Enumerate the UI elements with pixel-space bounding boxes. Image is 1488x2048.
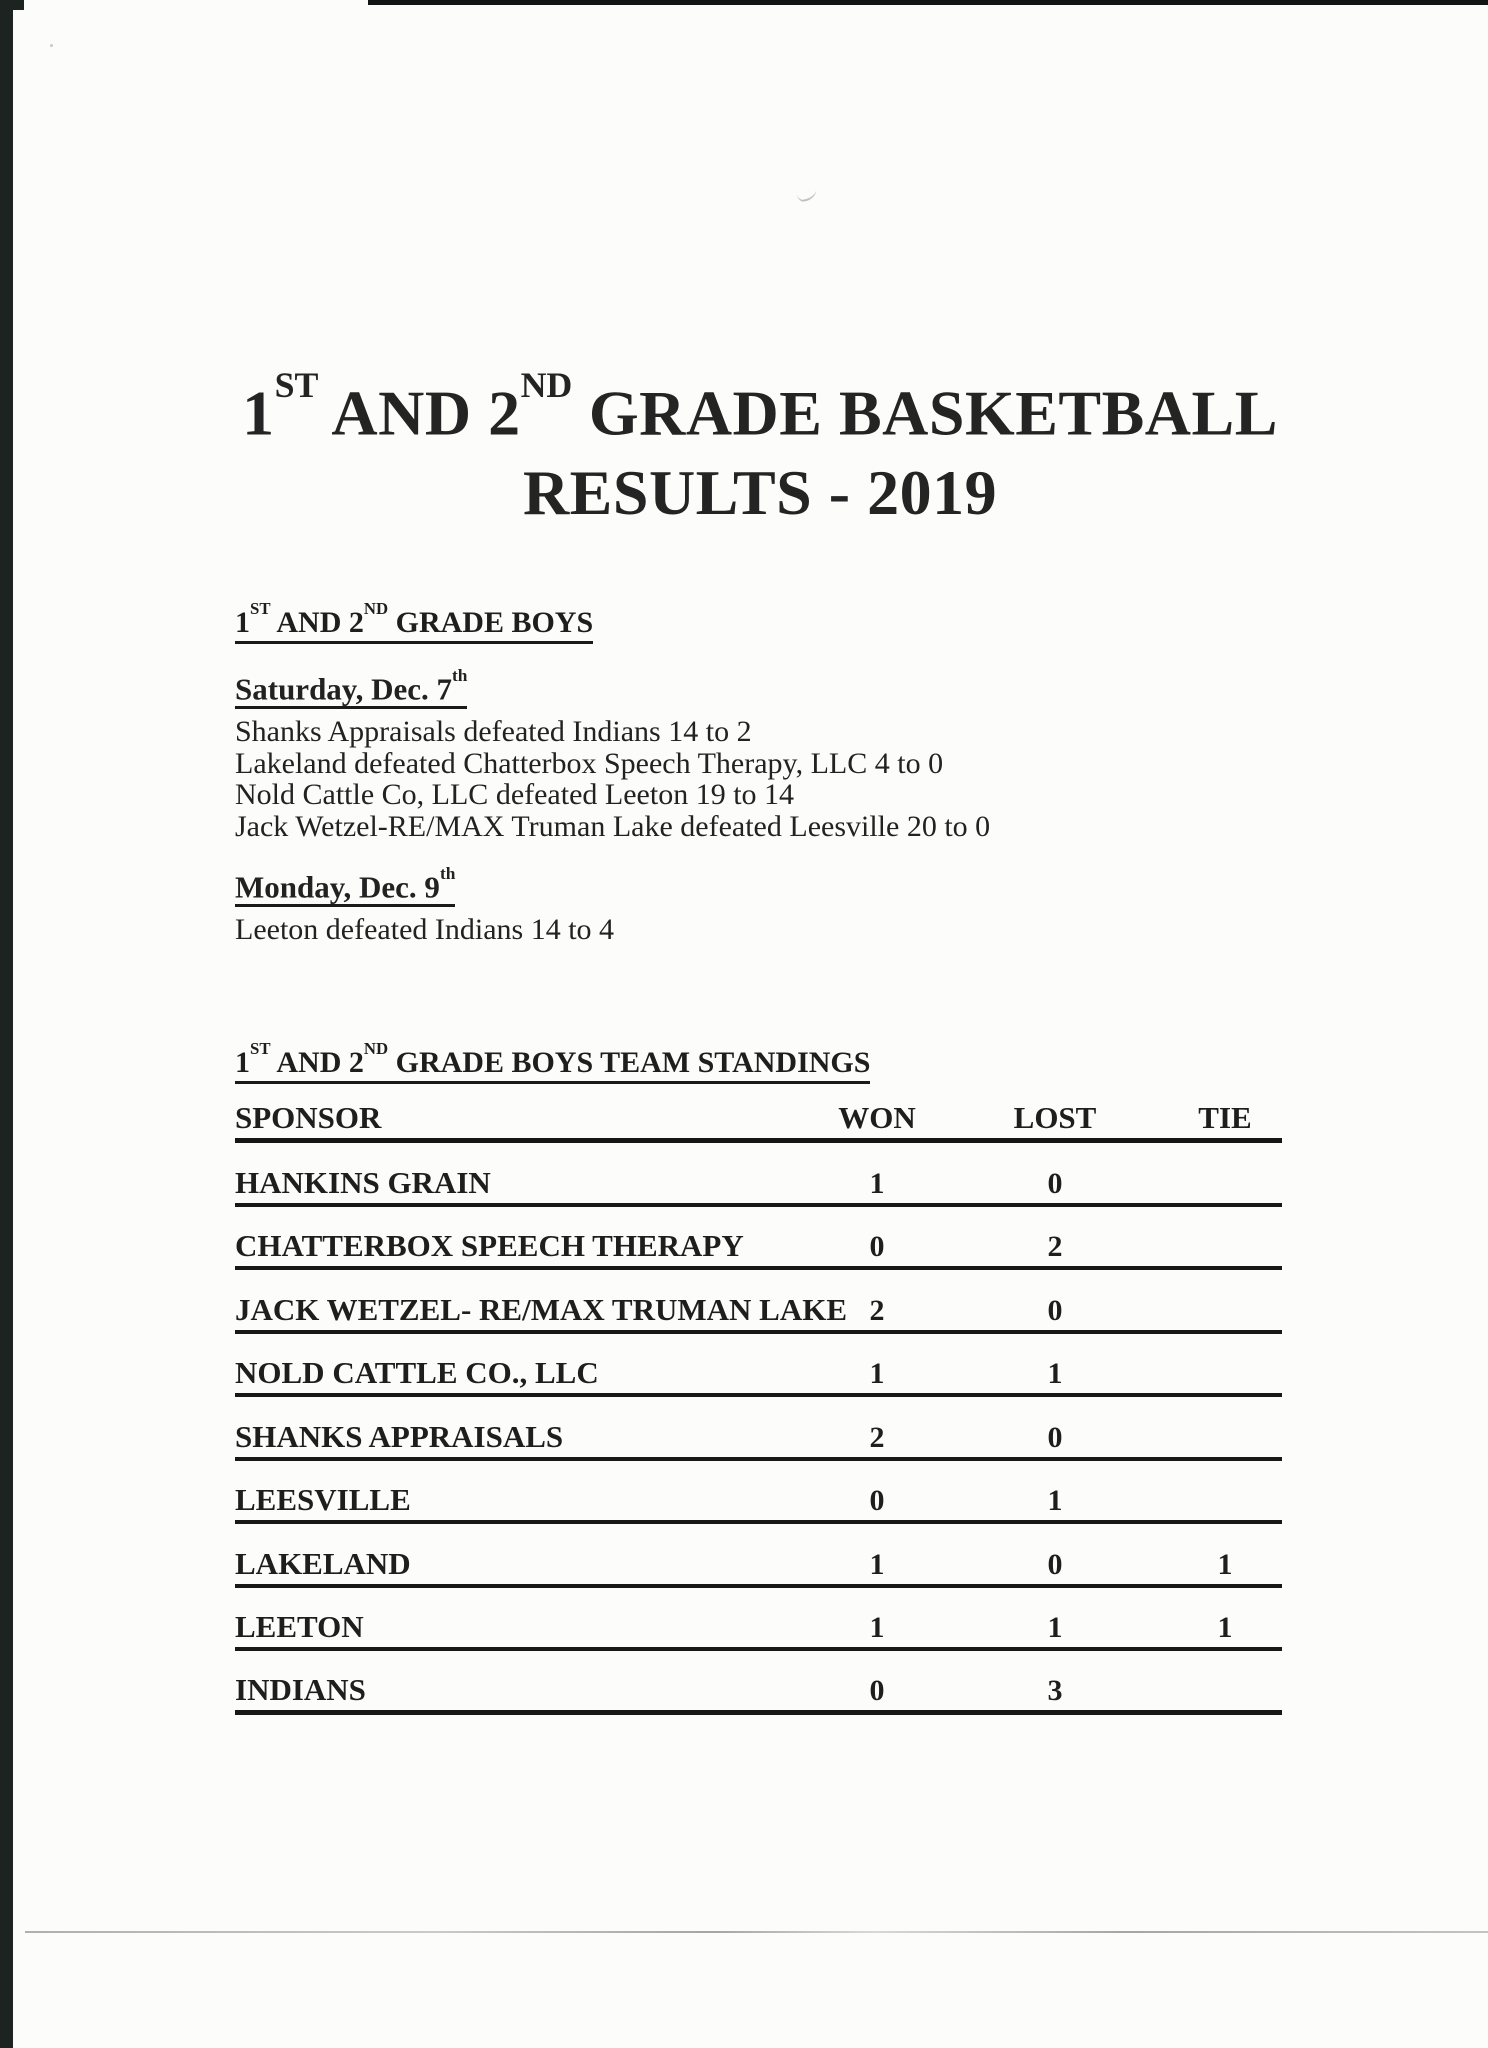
heading-text: 1: [235, 1046, 250, 1079]
title-text: GRADE BASKETBALL: [572, 377, 1278, 449]
heading-superscript: ND: [363, 1038, 389, 1058]
sponsor-name: LAKELAND: [235, 1545, 411, 1581]
results-saturday: [235, 665, 991, 843]
scan-edge-strip-top: [368, 0, 1488, 5]
table-row: [235, 1334, 1282, 1398]
date-superscript: th: [452, 665, 468, 685]
won-value: 1: [869, 1357, 885, 1390]
table-row: [235, 1461, 1282, 1525]
heading-text: 1: [235, 606, 250, 639]
title-superscript: ND: [520, 364, 573, 405]
title-line-2: RESULTS - 2019: [522, 457, 998, 529]
sponsor-name: SHANKS APPRAISALS: [235, 1418, 564, 1454]
title-superscript: ST: [274, 364, 319, 405]
lost-value: 1: [1047, 1484, 1063, 1517]
standings-rows: [235, 1143, 1282, 1715]
sponsor-name: JACK WETZEL- RE/MAX TRUMAN LAKE: [235, 1291, 848, 1327]
column-header-tie: TIE: [1198, 1100, 1252, 1135]
section-heading-boys: [235, 600, 593, 644]
section-heading-standings: [235, 1040, 870, 1084]
lost-value: 1: [1047, 1611, 1063, 1644]
won-value: 1: [869, 1547, 885, 1581]
sponsor-name: LEETON: [235, 1609, 364, 1644]
sponsor-name: NOLD CATTLE CO., LLC: [235, 1355, 599, 1390]
scan-pen-mark: [796, 189, 817, 202]
date-heading-monday: [235, 863, 456, 907]
lost-value: 0: [1047, 1166, 1063, 1200]
heading-text: AND 2: [270, 606, 364, 639]
sponsor-name: CHATTERBOX SPEECH THERAPY: [235, 1228, 744, 1263]
title-text: 1: [242, 377, 275, 449]
scan-fold-line: [25, 1931, 1488, 1933]
sponsor-name: LEESVILLE: [235, 1482, 411, 1517]
lost-value: 3: [1047, 1673, 1063, 1707]
won-value: 2: [869, 1293, 885, 1327]
sponsor-name: HANKINS GRAIN: [235, 1164, 491, 1200]
won-value: 0: [869, 1673, 885, 1707]
won-value: 0: [869, 1230, 885, 1263]
game-result-line: Leeton defeated Indians 14 to 4: [235, 913, 615, 947]
heading-superscript: ND: [363, 598, 389, 618]
won-value: 1: [869, 1166, 885, 1200]
lost-value: 0: [1047, 1547, 1063, 1581]
table-row: [235, 1397, 1282, 1461]
table-row: [235, 1270, 1282, 1334]
scan-edge-bar-cap: [0, 0, 24, 10]
tie-value: 1: [1217, 1547, 1233, 1581]
game-result-line: Shanks Appraisals defeated Indians 14 to 2: [235, 715, 752, 749]
date-text: Monday, Dec. 9: [235, 869, 440, 905]
won-value: 2: [869, 1420, 885, 1454]
lost-value: 1: [1047, 1357, 1063, 1390]
title-line-1: [200, 360, 1320, 453]
standings-header-row: [235, 1100, 1282, 1143]
tie-value: 1: [1217, 1611, 1233, 1644]
date-heading-saturday: [235, 665, 468, 709]
game-result-line: Jack Wetzel-RE/MAX Truman Lake defeated Leesville 20 to 0: [235, 809, 991, 843]
title-text: AND 2: [318, 377, 521, 449]
heading-superscript: ST: [250, 598, 271, 618]
lost-value: 2: [1047, 1230, 1063, 1263]
scan-edge-bar-left: [0, 0, 13, 2048]
date-text: Saturday, Dec. 7: [235, 671, 452, 707]
column-header-sponsor: SPONSOR: [235, 1100, 382, 1135]
won-value: 1: [869, 1611, 885, 1644]
table-row: [235, 1207, 1282, 1271]
heading-text: GRADE BOYS: [388, 606, 594, 639]
heading-text: GRADE BOYS TEAM STANDINGS: [388, 1046, 871, 1079]
table-row: [235, 1651, 1282, 1715]
column-header-lost: LOST: [1013, 1100, 1097, 1135]
lost-value: 0: [1047, 1420, 1063, 1454]
scan-speck: [50, 44, 53, 47]
results-monday: [235, 863, 615, 947]
game-result-line: Nold Cattle Co, LLC defeated Leeton 19 to 14: [235, 778, 795, 812]
table-row: [235, 1588, 1282, 1652]
column-header-won: WON: [838, 1100, 916, 1135]
sponsor-name: INDIANS: [235, 1671, 366, 1707]
heading-superscript: ST: [250, 1038, 271, 1058]
table-row: [235, 1143, 1282, 1207]
document-title: [200, 360, 1320, 533]
won-value: 0: [869, 1484, 885, 1517]
heading-text: AND 2: [270, 1046, 364, 1079]
game-result-line: Lakeland defeated Chatterbox Speech Therapy, LLC 4 to 0: [235, 746, 944, 780]
table-row: [235, 1524, 1282, 1588]
date-superscript: th: [439, 863, 456, 883]
lost-value: 0: [1047, 1293, 1063, 1327]
